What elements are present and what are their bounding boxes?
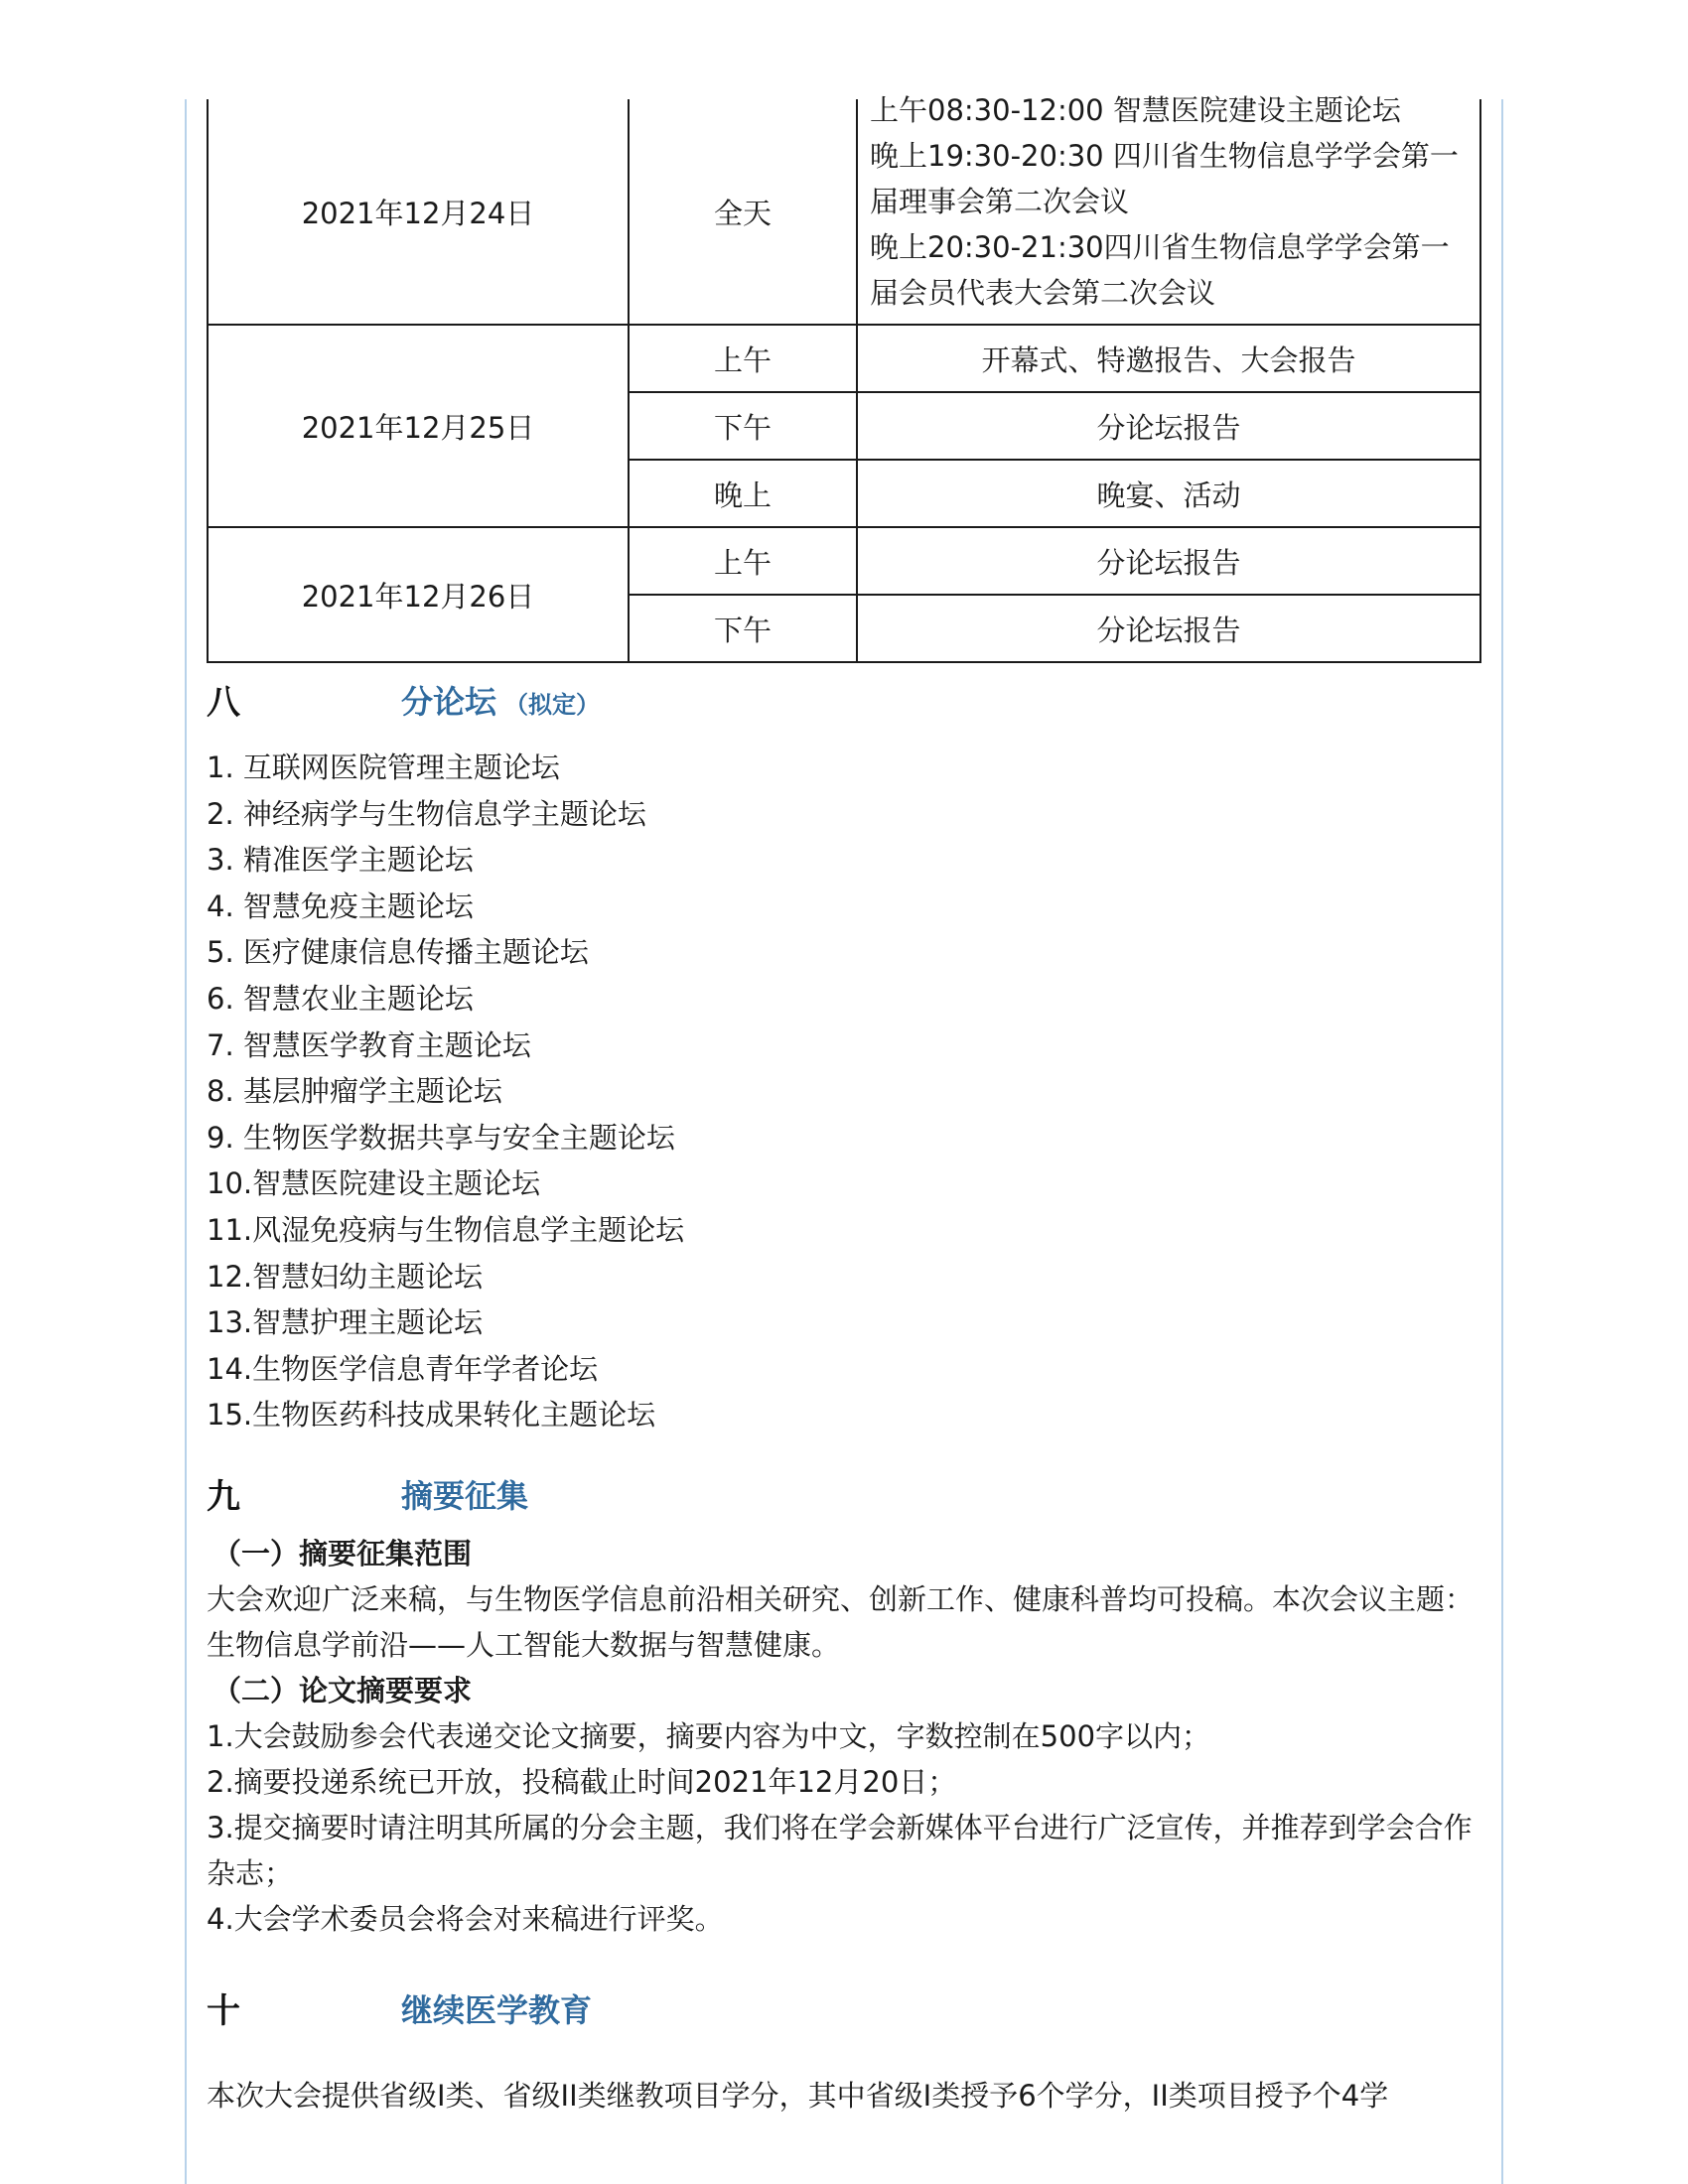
period-cell: 下午 [629, 392, 857, 460]
list-item: 2. 神经病学与生物信息学主题论坛 [207, 796, 646, 831]
subsection-heading: （一）摘要征集范围 [212, 1537, 473, 1570]
list-item: 15.生物医药科技成果转化主题论坛 [207, 1398, 656, 1433]
section-title: 摘要征集 [401, 1476, 529, 1515]
list-item: 13.智慧护理主题论坛 [207, 1305, 484, 1340]
agenda-cell: 开幕式、特邀报告、大会报告 [857, 325, 1480, 392]
section-title [401, 677, 600, 723]
period-cell: 上午 [629, 527, 857, 595]
period-cell: 下午 [629, 595, 857, 662]
subsection-heading: （二）论文摘要要求 [212, 1674, 473, 1707]
period-cell: 全天 [629, 99, 857, 325]
list-item: 9. 生物医学数据共享与安全主题论坛 [207, 1120, 675, 1155]
agenda-line: 上午08:30-12:00 智慧医院建设主题论坛 [870, 93, 1401, 127]
agenda-line: 晚上19:30-20:30 四川省生物信息学学会第一届理事会第二次会议 [870, 139, 1459, 218]
section-heading-forums [207, 675, 600, 724]
section-number: 十 [207, 1991, 240, 2031]
agenda-cell: 分论坛报告 [857, 595, 1480, 662]
list-item: 5. 医疗健康信息传播主题论坛 [207, 935, 589, 970]
period-cell: 上午 [629, 325, 857, 392]
agenda-line: 晚上20:30-21:30四川省生物信息学学会第一届会员代表大会第二次会议 [870, 230, 1450, 310]
date-cell: 2021年12月25日 [208, 325, 629, 527]
table-row [208, 99, 1480, 325]
section-title-text: 分论坛 [401, 682, 497, 721]
section-subtitle: （拟定） [504, 690, 601, 719]
paragraph: 4.大会学术委员会将会对来稿进行评奖。 [207, 1902, 724, 1936]
period-cell: 晚上 [629, 460, 857, 527]
agenda-cell: 晚宴、活动 [857, 460, 1480, 527]
agenda-cell [857, 93, 1480, 325]
paragraph: 1.大会鼓励参会代表递交论文摘要，摘要内容为中文，字数控制在500字以内； [207, 1719, 1211, 1753]
section-number: 八 [207, 683, 240, 723]
list-item: 1. 互联网医院管理主题论坛 [207, 751, 560, 784]
table-row [208, 325, 1480, 392]
list-item: 4. 智慧免疫主题论坛 [207, 888, 474, 923]
paragraph: 大会欢迎广泛来稿，与生物医学信息前沿相关研究、创新工作、健康科普均可投稿。本次会议主题：生物信息学前沿——人工智能大数据与智慧健康。 [207, 1582, 1475, 1662]
forum-list [207, 745, 684, 1438]
list-item: 14.生物医学信息青年学者论坛 [207, 1351, 599, 1386]
agenda-cell: 分论坛报告 [857, 392, 1480, 460]
date-cell: 2021年12月26日 [208, 527, 629, 662]
paragraph: 2.摘要投递系统已开放，投稿截止时间2021年12月20日； [207, 1765, 957, 1799]
paragraph: 3.提交摘要时请注明其所属的分会主题，我们将在学会新媒体平台进行广泛宣传，并推荐到学会合作杂志； [207, 1811, 1473, 1890]
list-item: 7. 智慧医学教育主题论坛 [207, 1027, 531, 1062]
paragraph: 本次大会提供省级I类、省级II类继教项目学分，其中省级I类授予6个学分，II类项目授予个4学 [207, 2079, 1389, 2113]
list-item: 12.智慧妇幼主题论坛 [207, 1259, 484, 1294]
section-number: 九 [207, 1477, 240, 1517]
schedule-table [207, 93, 1481, 663]
list-item: 8. 基层肿瘤学主题论坛 [207, 1074, 502, 1109]
section-heading-abstracts [207, 1469, 528, 1518]
date-cell: 2021年12月24日 [208, 99, 629, 325]
list-item: 3. 精准医学主题论坛 [207, 843, 474, 878]
table-row [208, 527, 1480, 595]
list-item: 6. 智慧农业主题论坛 [207, 981, 474, 1016]
list-item: 10.智慧医院建设主题论坛 [207, 1166, 541, 1201]
section-title: 继续医学教育 [401, 1990, 593, 2029]
list-item: 11.风湿免疫病与生物信息学主题论坛 [207, 1212, 685, 1247]
agenda-cell: 分论坛报告 [857, 527, 1480, 595]
section-heading-cme [207, 1983, 592, 2032]
